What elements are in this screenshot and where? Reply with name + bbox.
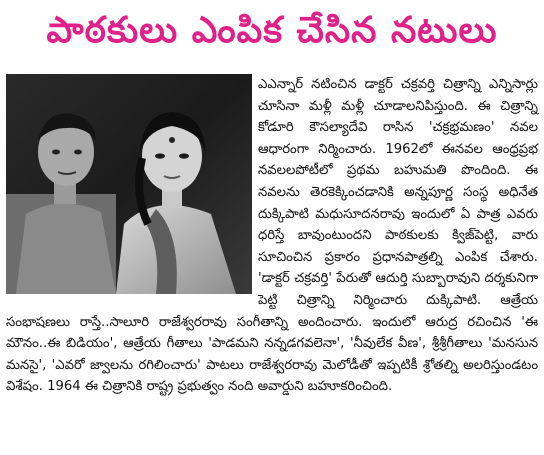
headline-bar — [0, 0, 544, 70]
article-body: ఎఎన్నార్ నటించిన డాక్టర్ చక్రవర్తి చిత్రాన్ని ఎన్నిసార్లు చూసినా మళ్లీ మళ్లీ చూడాలనిపిస్తుంది. ఈ చిత్రాన్ని కోడూరి కౌసల్యాదేవి రాసిన 'చక్రభ్రమణం' నవల ఆధారంగా నిర్మించారు. 1962లో ఈనవల ఆంధ్రప్రభ నవలలపోటీలో ప్రథమ బహుమతి పొందింది. ఈ నవలను తెరకెక్కించడానికి అన్నపూర్ణ సంస్థ అధినేత దుక్కిపాటి మధుసూదనరావు ఇందులో ఏ పాత్ర ఎవరు ధరిస్తే బావుంటుందని పాఠకులకు క్విజ్‌పెట్టి, వారు సూచించిన ప్రకారం ప్రధానపాత్రల్ని ఎంపిక చేశారు. 'డాక్టర్ చక్రవర్తి' పేరుతో ఆదుర్తి సుబ్బారావుని దర్శకునిగా పెట్టి చిత్రాన్ని నిర్మించారు దుక్కిపాటి. ఆత్రేయ సంభాషణలు రాస్తే..సాలూరి రాజేశ్వరరావు సంగీతాన్ని అందించారు. ఇందులో ఆరుద్ర రచించిన 'ఈ మౌనం..ఈ బిడియం', ఆత్రేయ గీతాలు 'పాడమని నన్నడగవలెనా', 'నీవులేక వీణ', శ్రీశ్రీగీతాలు 'మనసున మనసై', 'ఎవరో జ్వాలను రగిలించారు' పాటలు రాజేశ్వరరావు మెలోడీతో ఇప్పటికీ శ్రోతల్ని అలరిస్తుండటం విశేషం. 1964 ఈ చిత్రానికి రాష్ట్ర ప్రభుత్వం నంది అవార్డుని బహూకరించింది. — [6, 77, 538, 395]
film-still-image — [6, 74, 252, 294]
article — [6, 74, 538, 452]
headline: పాఠకులు ఎంపిక చేసిన నటులు — [46, 10, 498, 51]
film-still-photo — [6, 74, 252, 294]
